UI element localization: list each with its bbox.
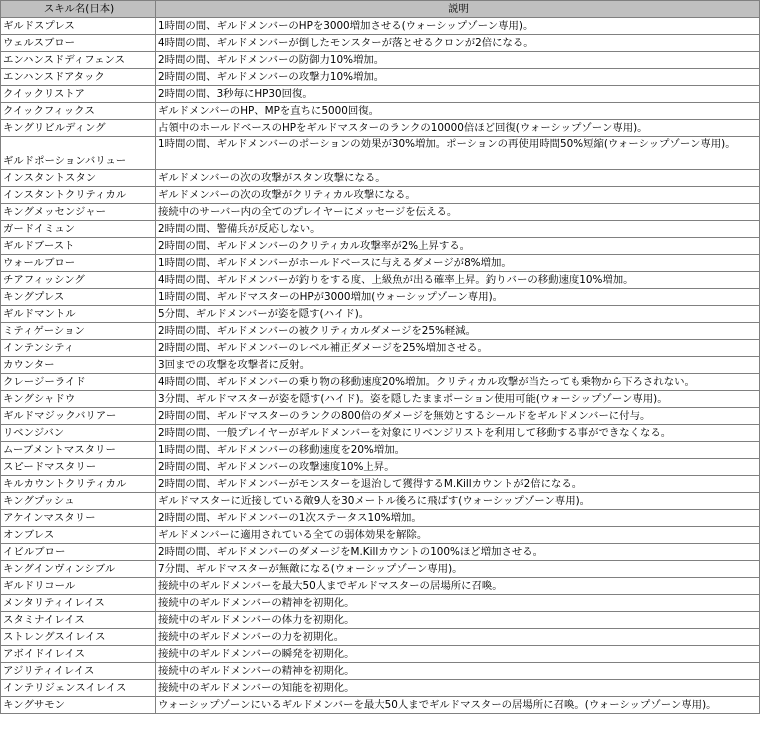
table-row <box>1 697 760 714</box>
skill-name-cell[interactable]: キルカウントクリティカル <box>1 476 156 493</box>
skill-name-cell[interactable]: ストレングスイレイス <box>1 629 156 646</box>
skill-name-cell[interactable]: クイックフィックス <box>1 103 156 120</box>
table-row <box>1 137 760 170</box>
skill-description-cell[interactable]: 4時間の間、ギルドメンバーの乗り物の移動速度20%増加。クリティカル攻撃が当たっても乗物から下ろされない。 <box>156 374 760 391</box>
table-row <box>1 323 760 340</box>
header-skill-name[interactable]: スキル名(日本) <box>1 1 156 18</box>
table-row <box>1 221 760 238</box>
skill-name-cell[interactable]: チアフィッシング <box>1 272 156 289</box>
skill-description-cell[interactable]: 2時間の間、ギルドメンバーの防御力10%増加。 <box>156 52 760 69</box>
table-row <box>1 459 760 476</box>
table-row <box>1 629 760 646</box>
skill-description-cell[interactable]: 2時間の間、ギルドメンバーのクリティカル攻撃率が2%上昇する。 <box>156 238 760 255</box>
skill-description-cell[interactable]: 1時間の間、ギルドマスターのHPが3000増加(ウォーシップゾーン専用)。 <box>156 289 760 306</box>
skill-description-cell[interactable]: 接続中のギルドメンバーの精神を初期化。 <box>156 663 760 680</box>
table-row <box>1 646 760 663</box>
skill-description-cell[interactable]: 7分間、ギルドマスターが無敵になる(ウォーシップゾーン専用)。 <box>156 561 760 578</box>
skill-description-cell[interactable]: 1時間の間、ギルドメンバーがホールドベースに与えるダメージが8%増加。 <box>156 255 760 272</box>
skill-description-cell[interactable]: 4時間の間、ギルドメンバーが倒したモンスターが落とせるクロンが2倍になる。 <box>156 35 760 52</box>
skill-description-cell[interactable]: 接続中のギルドメンバーの精神を初期化。 <box>156 595 760 612</box>
header-row <box>1 1 760 18</box>
skill-name-cell[interactable]: キングプレス <box>1 289 156 306</box>
table-row <box>1 306 760 323</box>
skill-name-cell[interactable]: ムーブメントマスタリー <box>1 442 156 459</box>
table-row <box>1 120 760 137</box>
skill-description-cell[interactable]: 3回までの攻撃を攻撃者に反射。 <box>156 357 760 374</box>
table-row <box>1 187 760 204</box>
table-row <box>1 391 760 408</box>
skill-description-cell[interactable]: 接続中のサーバー内の全てのプレイヤーにメッセージを伝える。 <box>156 204 760 221</box>
table-row <box>1 238 760 255</box>
skill-name-cell[interactable]: インテリジェンスイレイス <box>1 680 156 697</box>
table-row <box>1 612 760 629</box>
skill-description-cell[interactable]: 2時間の間、ギルドマスターのランクの800倍のダメージを無効とするシールドをギルドメンバーに付与。 <box>156 408 760 425</box>
skill-name-cell[interactable]: アジリティイレイス <box>1 663 156 680</box>
table-row <box>1 476 760 493</box>
skill-name-cell[interactable]: メンタリティイレイス <box>1 595 156 612</box>
table-row <box>1 69 760 86</box>
skill-name-cell[interactable]: インスタントスタン <box>1 170 156 187</box>
table-row <box>1 544 760 561</box>
skill-name-cell[interactable]: キングリビルディング <box>1 120 156 137</box>
skill-name-cell[interactable]: スピードマスタリー <box>1 459 156 476</box>
table-row <box>1 340 760 357</box>
skill-description-cell[interactable]: ギルドメンバーの次の攻撃がスタン攻撃になる。 <box>156 170 760 187</box>
table-row <box>1 442 760 459</box>
skill-name-cell[interactable]: アケインマスタリー <box>1 510 156 527</box>
skill-name-cell[interactable]: ギルドブースト <box>1 238 156 255</box>
skill-name-cell[interactable]: オンブレス <box>1 527 156 544</box>
skill-name-cell[interactable]: ミティゲーション <box>1 323 156 340</box>
skill-description-cell[interactable]: 2時間の間、一般プレイヤーがギルドメンバーを対象にリベンジリストを利用して移動する事ができなくなる。 <box>156 425 760 442</box>
table-row <box>1 170 760 187</box>
skill-description-cell[interactable]: 1時間の間、ギルドメンバーのHPを3000増加させる(ウォーシップゾーン専用)。 <box>156 18 760 35</box>
table-row <box>1 18 760 35</box>
table-row <box>1 35 760 52</box>
skill-name-cell[interactable]: イビルブロー <box>1 544 156 561</box>
skill-description-cell[interactable]: 2時間の間、ギルドメンバーのダメージをM.Killカウントの100%ほど増加させる。 <box>156 544 760 561</box>
table-row <box>1 663 760 680</box>
skill-name-cell[interactable]: ガードイミュン <box>1 221 156 238</box>
table-row <box>1 561 760 578</box>
skill-name-cell[interactable]: キングインヴィンシブル <box>1 561 156 578</box>
skill-name-cell[interactable]: キングシャドウ <box>1 391 156 408</box>
header-description[interactable]: 説明 <box>156 1 760 18</box>
table-row <box>1 595 760 612</box>
table-row <box>1 289 760 306</box>
table-row <box>1 204 760 221</box>
table-row <box>1 52 760 69</box>
table-row <box>1 86 760 103</box>
skill-name-cell[interactable]: クイックリストア <box>1 86 156 103</box>
skill-description-cell[interactable]: 2時間の間、ギルドメンバーのレベル補正ダメージを25%増加させる。 <box>156 340 760 357</box>
table-row <box>1 408 760 425</box>
skill-description-cell[interactable]: 2時間の間、ギルドメンバーがモンスターを退治して獲得するM.Killカウントが2倍になる。 <box>156 476 760 493</box>
table-row <box>1 255 760 272</box>
table-row <box>1 425 760 442</box>
skill-description-cell[interactable]: 2時間の間、警備兵が反応しない。 <box>156 221 760 238</box>
skill-description-cell[interactable]: 2時間の間、3秒毎にHP30回復。 <box>156 86 760 103</box>
skill-name-cell[interactable]: ウォールブロー <box>1 255 156 272</box>
skill-description-cell[interactable]: ウォーシップゾーンにいるギルドメンバーを最大50人までギルドマスターの居場所に召喚。(ウォーシップゾーン専用)。 <box>156 697 760 714</box>
skill-description-cell[interactable]: ギルドメンバーに適用されている全ての弱体効果を解除。 <box>156 527 760 544</box>
table-row <box>1 680 760 697</box>
table-row <box>1 510 760 527</box>
skill-name-cell[interactable]: エンハンスドディフェンス <box>1 52 156 69</box>
skill-name-cell[interactable]: リベンジバン <box>1 425 156 442</box>
skill-description-cell[interactable]: 接続中のギルドメンバーの体力を初期化。 <box>156 612 760 629</box>
skill-name-cell[interactable]: ギルドマジックバリアー <box>1 408 156 425</box>
skill-description-cell[interactable]: 4時間の間、ギルドメンバーが釣りをする度、上級魚が出る確率上昇。釣りバーの移動速度10%増加。 <box>156 272 760 289</box>
skill-description-cell[interactable]: 2時間の間、ギルドメンバーの1次ステータス10%増加。 <box>156 510 760 527</box>
skill-name-cell[interactable]: エンハンスドアタック <box>1 69 156 86</box>
skill-name-cell[interactable]: インテンシティ <box>1 340 156 357</box>
table-row <box>1 103 760 120</box>
skill-description-cell[interactable]: 3分間、ギルドマスターが姿を隠す(ハイド)。姿を隠したままポーション使用可能(ウォーシップゾーン専用)。 <box>156 391 760 408</box>
table-body <box>1 18 760 714</box>
table-row <box>1 374 760 391</box>
table-row <box>1 357 760 374</box>
skill-name-cell[interactable]: アボイドイレイス <box>1 646 156 663</box>
skill-description-cell[interactable]: 1時間の間、ギルドメンバーの移動速度を20%増加。 <box>156 442 760 459</box>
skill-name-cell[interactable]: ウェルスブロー <box>1 35 156 52</box>
skill-description-cell[interactable]: 1時間の間、ギルドメンバーのポーションの効果が30%増加。ポーションの再使用時間50%短縮(ウォーシップゾーン専用)。 <box>156 137 760 170</box>
skill-description-cell[interactable]: 5分間、ギルドメンバーが姿を隠す(ハイド)。 <box>156 306 760 323</box>
skill-name-cell[interactable]: インスタントクリティカル <box>1 187 156 204</box>
table-row <box>1 527 760 544</box>
skill-description-cell[interactable]: ギルドメンバーの次の攻撃がクリティカル攻撃になる。 <box>156 187 760 204</box>
skill-description-cell[interactable]: 2時間の間、ギルドメンバーの被クリティカルダメージを25%軽減。 <box>156 323 760 340</box>
skill-name-cell[interactable]: キングサモン <box>1 697 156 714</box>
skill-name-cell[interactable]: カウンター <box>1 357 156 374</box>
skill-description-cell[interactable]: ギルドマスターに近接している敵9人を30メートル後ろに飛ばす(ウォーシップゾーン専用)。 <box>156 493 760 510</box>
skill-name-cell[interactable]: ギルドスプレス <box>1 18 156 35</box>
skill-description-cell[interactable]: 2時間の間、ギルドメンバーの攻撃力10%増加。 <box>156 69 760 86</box>
skill-name-cell[interactable]: キングメッセンジャー <box>1 204 156 221</box>
skill-name-cell[interactable]: ギルドリコール <box>1 578 156 595</box>
skill-description-cell[interactable]: ギルドメンバーのHP、MPを直ちに5000回復。 <box>156 103 760 120</box>
skill-description-cell[interactable]: 2時間の間、ギルドメンバーの攻撃速度10%上昇。 <box>156 459 760 476</box>
skill-description-cell[interactable]: 接続中のギルドメンバーの瞬発を初期化。 <box>156 646 760 663</box>
table-row <box>1 493 760 510</box>
skill-description-cell[interactable]: 接続中のギルドメンバーの知能を初期化。 <box>156 680 760 697</box>
skill-description-cell[interactable]: 占領中のホールドベースのHPをギルドマスターのランクの10000倍ほど回復(ウォーシップゾーン専用)。 <box>156 120 760 137</box>
skill-name-cell[interactable]: スタミナイレイス <box>1 612 156 629</box>
skill-name-cell[interactable]: ギルドマントル <box>1 306 156 323</box>
skill-description-cell[interactable]: 接続中のギルドメンバーを最大50人までギルドマスターの居場所に召喚。 <box>156 578 760 595</box>
skill-description-cell[interactable]: 接続中のギルドメンバーの力を初期化。 <box>156 629 760 646</box>
table-row <box>1 578 760 595</box>
table-row <box>1 272 760 289</box>
skill-name-cell[interactable]: クレージーライド <box>1 374 156 391</box>
skill-name-cell[interactable]: ギルドポーションバリュー <box>1 137 156 170</box>
skill-name-cell[interactable]: キングプッシュ <box>1 493 156 510</box>
